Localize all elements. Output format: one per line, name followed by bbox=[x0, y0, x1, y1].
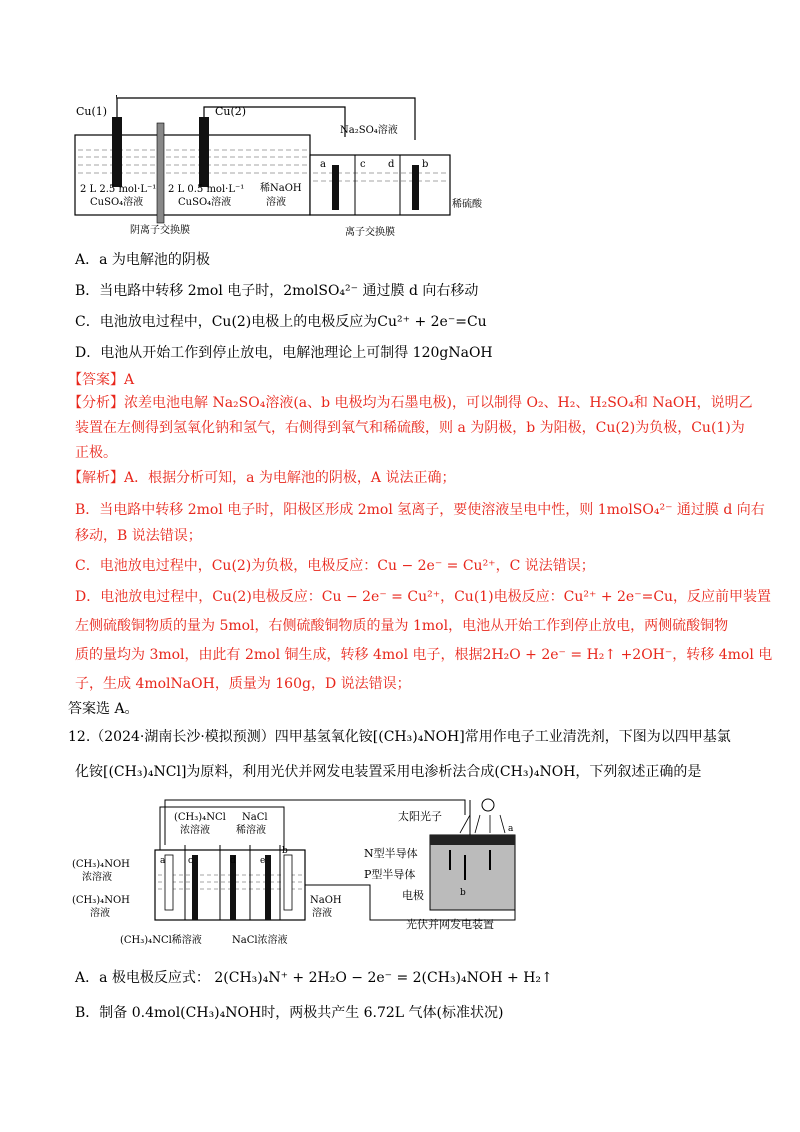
q11-option-c: C．电池放电过程中，Cu(2)电极上的电极反应为Cu²⁺ + 2e⁻=Cu bbox=[75, 314, 487, 330]
figure-electrodialysis bbox=[70, 795, 540, 955]
explain-line-8: 子，生成 4molNaOH，质量为 160g，D 说法错误； bbox=[75, 676, 411, 692]
h2so4-label: 稀硫酸 bbox=[452, 199, 482, 210]
sun-label: 太阳光子 bbox=[398, 810, 442, 823]
explain-line-4: C．电池放电过程中，Cu(2)为负极，电极反应：Cu − 2e⁻ = Cu²⁺，C 说法错误； bbox=[75, 558, 595, 574]
membrane-right-label: 离子交换膜 bbox=[345, 227, 395, 238]
p-type-label: P型半导体 bbox=[364, 868, 416, 881]
na2so4-label: Na₂SO₄溶液 bbox=[340, 125, 398, 136]
electrode-label: 电极 bbox=[402, 889, 424, 902]
top2-label-a: NaCl bbox=[242, 812, 268, 823]
explain-line-1: 【解析】A．根据分析可知，a 为电解池的阴极，A 说法正确； bbox=[68, 470, 456, 486]
left1-label-a: (CH₃)₄NOH bbox=[72, 859, 130, 870]
figure-concentration-cell bbox=[70, 95, 490, 245]
explain-line-5: D．电池放电过程中，Cu(2)电极反应：Cu − 2e⁻ = Cu²⁺，Cu(1)电极反应：Cu²⁺ + 2e⁻=Cu，反应前甲装置 bbox=[75, 589, 772, 605]
fig2-label-e: e bbox=[260, 856, 266, 866]
q11-option-a: A．a 为电解池的阴极 bbox=[75, 252, 210, 268]
n-type-label: N型半导体 bbox=[364, 847, 418, 860]
sol2-label-a: 2 L 0.5 mol·L⁻¹ bbox=[168, 184, 245, 195]
q12-option-a: A．a 极电极反应式： 2(CH₃)₄N⁺ + 2H₂O − 2e⁻ = 2(CH₃)₄NOH + H₂↑ bbox=[75, 970, 553, 986]
analysis-line-1: 【分析】浓差电池电解 Na₂SO₄溶液(a、b 电极均为石墨电极)，可以制得 O₂、H₂、H₂SO₄和 NaOH，说明乙 bbox=[68, 395, 753, 411]
right-label-a: NaOH bbox=[310, 895, 342, 906]
naoh-label-1: 稀NaOH bbox=[260, 183, 302, 194]
answer: 【答案】A bbox=[68, 372, 135, 388]
left2-label-b: 溶液 bbox=[90, 908, 110, 919]
label-c: c bbox=[360, 159, 366, 170]
top1-label-b: 浓溶液 bbox=[180, 825, 210, 836]
q12-option-b: B．制备 0.4mol(CH₃)₄NOH时，两极共产生 6.72L 气体(标准状况) bbox=[75, 1005, 504, 1021]
fig2-label-c: c bbox=[188, 856, 194, 866]
explain-line-6: 左侧硫酸铜物质的量为 5mol，右侧硫酸铜物质的量为 1mol，电池从开始工作到停止放电，两侧硫酸铜物 bbox=[75, 618, 729, 634]
analysis-line-3: 正极。 bbox=[75, 445, 117, 461]
answer-choose: 答案选 A。 bbox=[68, 701, 139, 717]
naoh-label-2: 溶液 bbox=[266, 197, 286, 208]
cu2-label: Cu(2) bbox=[215, 105, 247, 118]
bottom2-label: NaCl浓溶液 bbox=[232, 935, 288, 946]
q12-stem-line-2: 化铵[(CH₃)₄NCl]为原料，利用光伏并网发电装置采用电渗析法合成(CH₃)₄NOH，下列叙述正确的是 bbox=[75, 764, 702, 780]
left2-label-a: (CH₃)₄NOH bbox=[72, 895, 130, 906]
q12-stem-line-1: 12.（2024·湖南长沙·模拟预测）四甲基氢氧化铵[(CH₃)₄NOH]常用作电子工业清洗剂，下图为以四甲基氯 bbox=[68, 729, 731, 745]
bottom1-label: (CH₃)₄NCl稀溶液 bbox=[120, 935, 202, 946]
pv-label-a: a bbox=[508, 824, 514, 834]
pv-label-b: b bbox=[460, 888, 466, 898]
fig2-label-a: a bbox=[160, 856, 166, 866]
label-b: b bbox=[422, 159, 429, 170]
pv-caption: 光伏并网发电装置 bbox=[406, 918, 494, 931]
explain-line-2: B．当电路中转移 2mol 电子时，阳极区形成 2mol 氢离子，要使溶液呈电中性，则 1molSO₄²⁻ 通过膜 d 向右 bbox=[75, 502, 765, 518]
explain-line-7: 质的量均为 3mol，由此有 2mol 铜生成，转移 4mol 电子，根据2H₂O + 2e⁻ = H₂↑ +2OH⁻，转移 4mol 电 bbox=[75, 647, 773, 663]
fig2-label-d: d bbox=[230, 856, 236, 866]
q11-option-d: D．电池从开始工作到停止放电，电解池理论上可制得 120gNaOH bbox=[75, 345, 493, 361]
cu1-label: Cu(1) bbox=[76, 105, 108, 118]
sol1-label-a: 2 L 2.5 mol·L⁻¹ bbox=[80, 184, 157, 195]
label-d: d bbox=[388, 159, 395, 170]
analysis-line-2: 装置在左侧得到氢氧化钠和氢气，右侧得到氧气和稀硫酸，则 a 为阴极，b 为阳极，Cu(2)为负极，Cu(1)为 bbox=[75, 420, 745, 436]
membrane-left-label: 阴离子交换膜 bbox=[130, 225, 190, 236]
right-label-b: 溶液 bbox=[312, 908, 332, 919]
label-a: a bbox=[320, 159, 326, 170]
left1-label-b: 浓溶液 bbox=[82, 872, 112, 883]
sol1-label-b: CuSO₄溶液 bbox=[90, 197, 144, 208]
sol2-label-b: CuSO₄溶液 bbox=[178, 197, 232, 208]
q11-option-b: B．当电路中转移 2mol 电子时，2molSO₄²⁻ 通过膜 d 向右移动 bbox=[75, 283, 479, 299]
top2-label-b: 稀溶液 bbox=[236, 825, 266, 836]
explain-line-3: 移动，B 说法错误； bbox=[75, 528, 202, 544]
fig2-label-b-left: b bbox=[282, 846, 288, 856]
top1-label-a: (CH₃)₄NCl bbox=[174, 812, 226, 823]
